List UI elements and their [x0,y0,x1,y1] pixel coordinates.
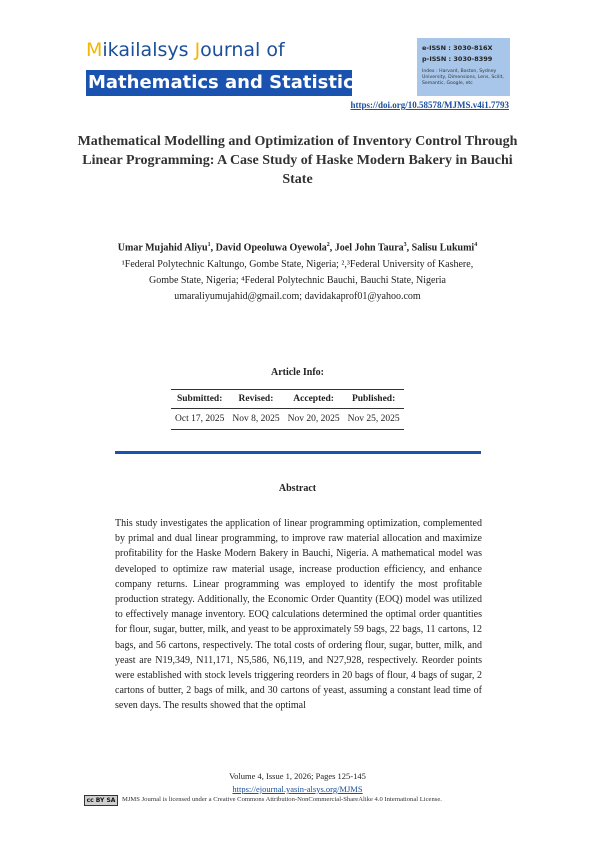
column-header: Accepted: [284,390,344,409]
doi-link[interactable]: https://doi.org/10.58578/MJMS.v4i1.7793 [350,100,509,110]
journal-name-line1 [86,38,285,62]
abstract-text: This study investigates the application of linear programming optimization, complemented by primal and dual linear programming, to improve raw material allocation and maximize profitability for the Haske Modern Bakery in Bauchi, Nigeria. A mathematical model was developed to optimize raw material usage, increase production efficiency, and enhance company returns. Linear programming was employed to identify the most profitable production strategy. Additionally, the Economic Order Quantity (EOQ) model was utilized to effectively manage inventory. EOQ calculations determined the optimal order quantities for flour, sugar, butter, milk, and yeast to be approximately 59 bags, 22 bags, 11 cartons, 12 bags, and 56 cartons, respectively. The total costs of ordering flour, sugar, butter, milk, and yeast are N19,349, N11,171, N5,586, N6,119, and N27,928, respectively. Reorder points were established with stock levels triggering reorders in 20 bags of flour, 4 bags of sugar, 2 cartons of butter, 2 bags of milk, and 30 cartons of yeast, assuming a constant lead time of seven days. The results showed that the optimal [115,518,482,712]
author-sup: 2 [326,242,330,248]
author-list: Umar Mujahid Aliyu$^1$, David Opeoluwa Oyewola$^2$, Joel John Taura$^3$, Salisu Lukumi$^4$ [117,242,478,254]
paper-title: Mathematical Modelling and Optimization of Inventory Control Through Linear Programming: A Case Study of Haske Modern Bakery in Bauchi State [77,134,518,187]
table-header-row [171,390,404,409]
author-name: Umar Mujahid Aliyu [117,242,208,254]
author-name: David Opeoluwa Oyewola [215,242,327,254]
author-sup: 1 [207,242,211,248]
eissn-label: e-ISSN : 3030-816X [422,44,493,52]
journal-name-part: ikailalsys [102,39,195,61]
volume-info: Volume 4, Issue 1, 2026; Pages 125-145 [229,771,366,781]
affiliation-line: Gombe State, Nigeria; ⁴Federal Polytechnic Bauchi, Bauchi State, Nigeria [148,275,446,286]
article-info-heading: Article Info: [270,367,325,378]
pissn-label: p-ISSN : 3030-8399 [422,55,493,63]
author-sup: 3 [403,242,407,248]
column-header: Published: [344,390,404,409]
article-info-table [171,389,404,430]
author-sup: 4 [474,242,478,248]
accepted-date: Nov 20, 2025 [284,409,344,430]
table-row [171,409,404,430]
journal-url-link[interactable]: https://ejournal.yasin-alsys.org/MJMS [232,784,363,794]
journal-initial-j: J [194,39,201,61]
submitted-date: Oct 17, 2025 [171,409,228,430]
license-text: MJMS Journal is licensed under a Creative Commons Attribution-NonCommercial-ShareAlike 4.0 International License. [122,796,442,803]
abstract-heading: Abstract [278,483,317,494]
affiliation-line: ¹Federal Polytechnic Kaltungo, Gombe State, Nigeria; ²,³Federal University of Kashere, [121,259,474,270]
section-divider [115,451,481,454]
published-date: Nov 25, 2025 [344,409,404,430]
revised-date: Nov 8, 2025 [228,409,283,430]
journal-name-part: ournal of [200,39,285,61]
author-emails: umaraliyumujahid@gmail.com; davidakaprof01@yahoo.com [174,291,421,302]
column-header: Revised: [228,390,283,409]
journal-name-line2: Mathematics and Statistics [88,72,365,93]
cc-license-icon: cc BY SA [84,795,118,806]
column-header: Submitted: [171,390,228,409]
journal-initial-m: M [86,39,103,61]
author-name: Salisu Lukumi [411,242,475,254]
author-name: Joel John Taura [334,242,404,254]
index-list: Index : Harvard, Boston, Sydney University, Dimensions, Lens, Scilit, Semantic, Google, etc [422,69,504,86]
